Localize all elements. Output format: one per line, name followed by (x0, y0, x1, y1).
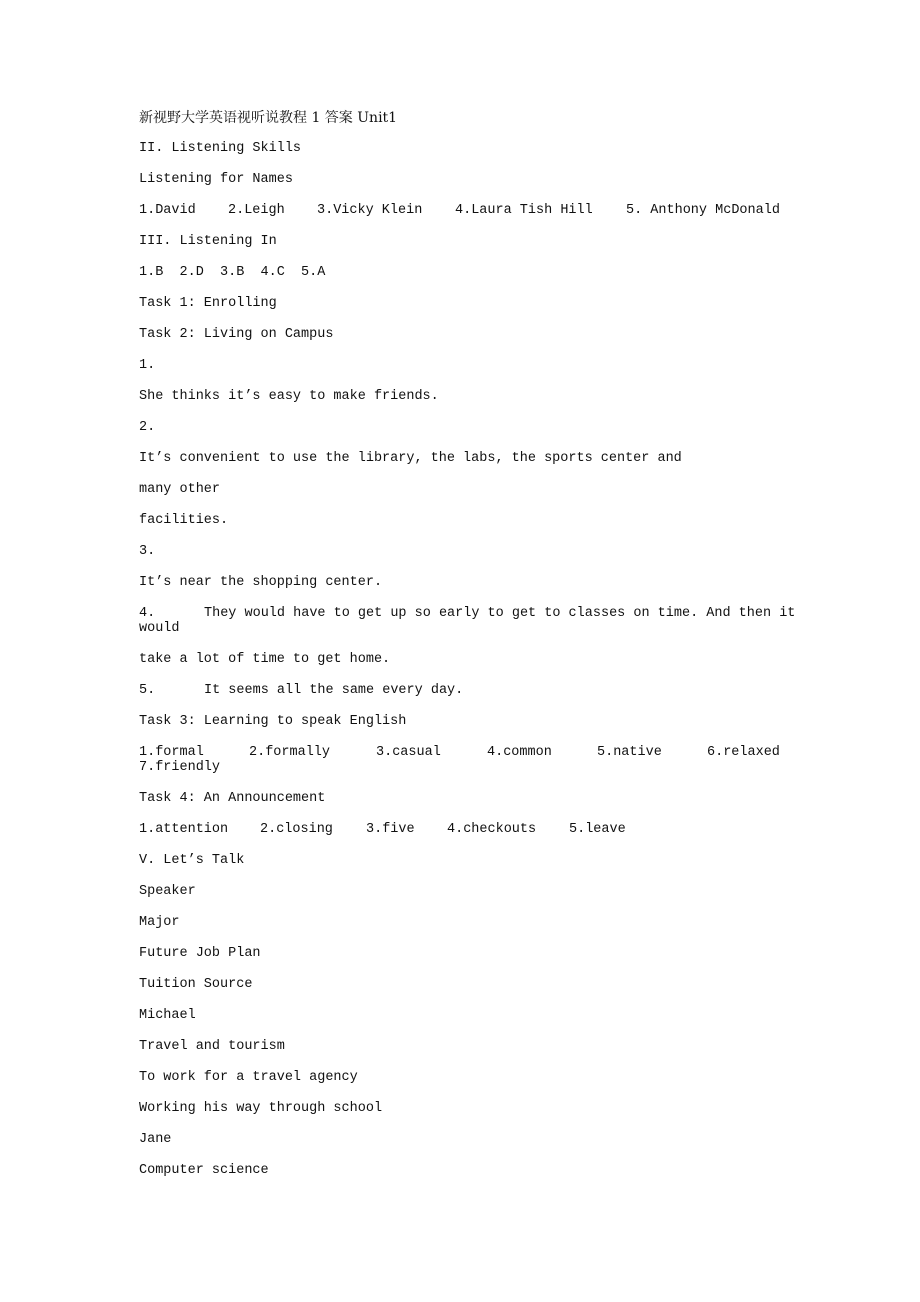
answer-item: 7.friendly (139, 760, 221, 775)
section-heading: V. Let’s Talk (139, 853, 245, 868)
answer-text: She thinks it’s easy to make friends. (139, 389, 439, 404)
talk-line: Future Job Plan (139, 946, 261, 961)
task-heading: Task 4: An Announcement (139, 791, 326, 806)
answer-item: 2.formally (249, 745, 331, 760)
answer-text: It’s convenient to use the library, the labs, the sports center and (139, 451, 682, 466)
answer-item: 3.Vicky Klein (317, 203, 423, 218)
section-heading: III. Listening In (139, 234, 277, 249)
answer-number: 1. (139, 358, 156, 373)
answer-item: 5. Anthony McDonald (626, 203, 780, 218)
task-heading: Task 3: Learning to speak English (139, 714, 407, 729)
answer-item: 3.five (366, 822, 415, 837)
answer-item: 1.formal (139, 745, 204, 760)
talk-line: Major (139, 915, 180, 930)
answer-item: 3.casual (376, 745, 441, 760)
answer-number: 2. (139, 420, 156, 435)
answer-item: 5.leave (569, 822, 626, 837)
answer-item: 1.David (139, 203, 196, 218)
answer-text: take a lot of time to get home. (139, 652, 391, 667)
answer-item: 5.native (597, 745, 662, 760)
talk-line: Working his way through school (139, 1101, 383, 1116)
document-title: 新视野大学英语视听说教程 1 答案 Unit1 (139, 110, 398, 126)
talk-line: Computer science (139, 1163, 269, 1178)
answer-text: would (139, 621, 180, 636)
answer-number: 3. (139, 544, 156, 559)
answer-text: many other (139, 482, 221, 497)
answer-text: facilities. (139, 513, 229, 528)
answer-text: They would have to get up so early to get to classes on time. And then it (204, 606, 796, 621)
talk-line: Michael (139, 1008, 196, 1023)
subheading: Listening for Names (139, 172, 293, 187)
answer-item: 6.relaxed (707, 745, 780, 760)
answer-line: 1.B 2.D 3.B 4.C 5.A (139, 265, 326, 280)
answer-item: 4.Laura Tish Hill (455, 203, 593, 218)
answer-item: 2.closing (260, 822, 333, 837)
task-heading: Task 2: Living on Campus (139, 327, 334, 342)
answer-number: 4. (139, 606, 156, 621)
talk-line: Tuition Source (139, 977, 253, 992)
answer-text: It seems all the same every day. (204, 683, 464, 698)
answer-text: It’s near the shopping center. (139, 575, 383, 590)
talk-line: Jane (139, 1132, 172, 1147)
talk-line: Travel and tourism (139, 1039, 285, 1054)
answer-item: 4.checkouts (447, 822, 537, 837)
section-heading: II. Listening Skills (139, 141, 302, 156)
task-heading: Task 1: Enrolling (139, 296, 277, 311)
answer-item: 2.Leigh (228, 203, 285, 218)
answer-number: 5. (139, 683, 156, 698)
answer-item: 1.attention (139, 822, 229, 837)
talk-line: Speaker (139, 884, 196, 899)
talk-line: To work for a travel agency (139, 1070, 358, 1085)
answer-item: 4.common (487, 745, 552, 760)
